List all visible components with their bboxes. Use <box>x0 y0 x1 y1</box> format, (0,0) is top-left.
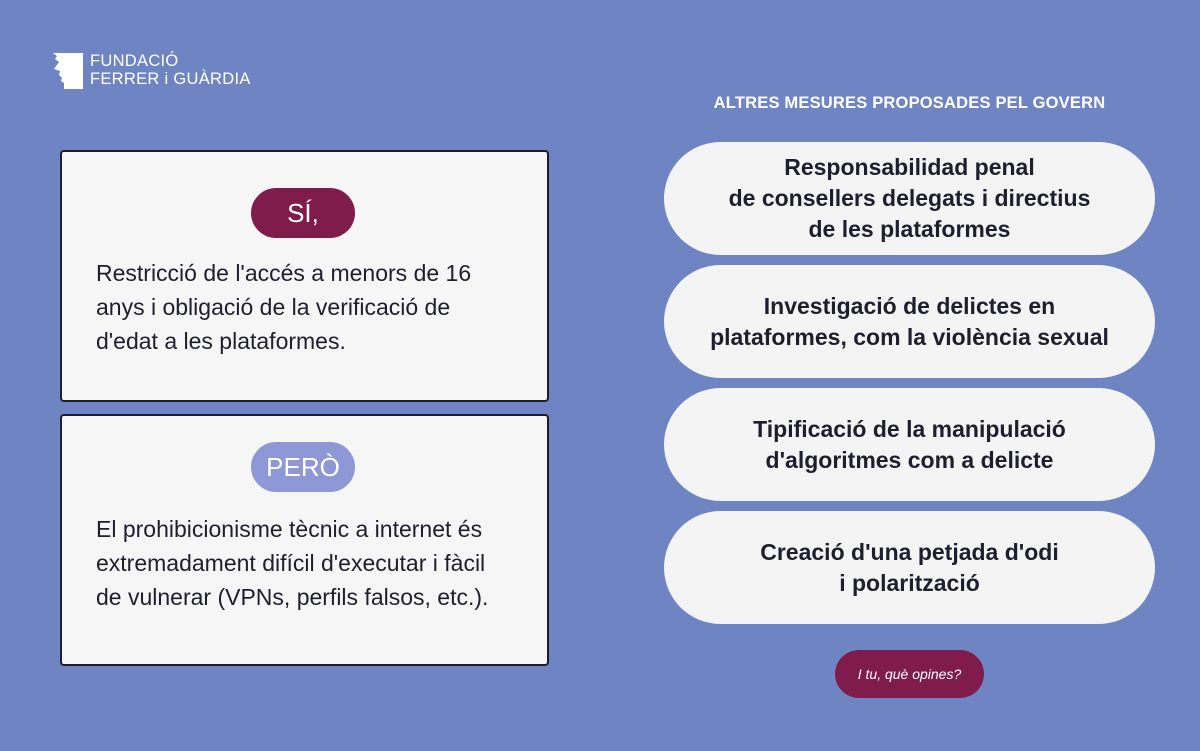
measure-item-text: Tipificació de la manipulació d'algoritmes com a delicte <box>753 415 1066 473</box>
measure-item <box>664 511 1155 624</box>
brand-name <box>90 52 251 88</box>
profile-head-logo-icon <box>53 53 83 89</box>
measure-item-text: Investigació de delictes en plataformes, com la violència sexual <box>710 292 1109 350</box>
but-label-badge: PERÒ <box>251 442 355 492</box>
measure-item <box>664 142 1155 255</box>
yes-card-text: Restricció de l'accés a menors de 16 anys i obligació de la verificació de d'edat a les plataformes. <box>96 260 472 354</box>
opinion-cta-button[interactable]: I tu, què opines? <box>835 650 984 698</box>
yes-label-badge: SÍ, <box>251 188 355 238</box>
brand-line-1: FUNDACIÓ <box>90 52 179 70</box>
measure-item <box>664 265 1155 378</box>
measure-item <box>664 388 1155 501</box>
but-card <box>60 414 549 666</box>
measures-title: ALTRES MESURES PROPOSADES PEL GOVERN <box>713 94 1106 112</box>
brand-logo <box>53 52 251 89</box>
measure-item-text: Creació d'una petjada d'odi i polarització <box>760 538 1059 596</box>
brand-line-2: FERRER i GUÀRDIA <box>90 70 251 88</box>
measure-item-text: Responsabilidad penal de consellers delegats i directius de les plataformes <box>728 154 1091 242</box>
but-card-text: El prohibicionisme tècnic a internet és extremadament difícil d'executar i fàcil de vulnerar (VPNs, perfils falsos, etc.). <box>96 516 489 610</box>
yes-card <box>60 150 549 402</box>
